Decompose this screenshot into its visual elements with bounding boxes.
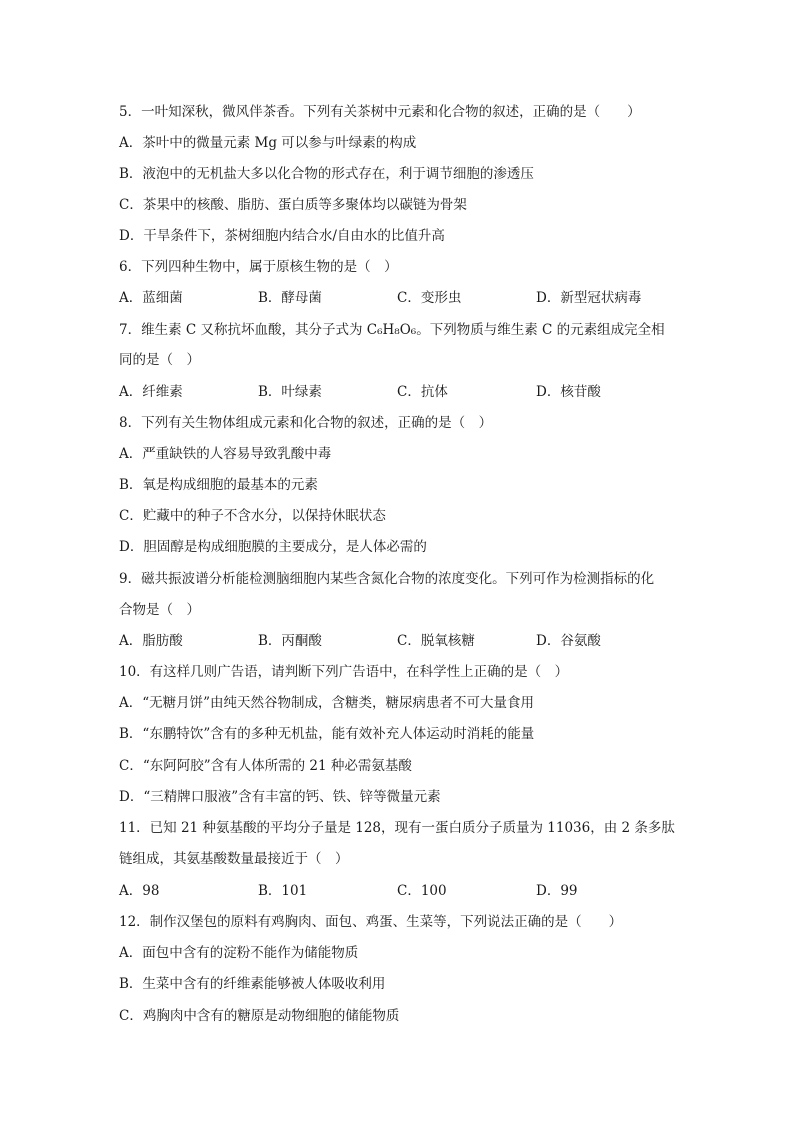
question-7-options	[119, 382, 679, 402]
question-7-option-d: D．核苷酸	[536, 384, 601, 400]
question-10-option-c: C．“东阿阿胶”含有人体所需的 21 种必需氨基酸	[119, 758, 412, 774]
question-5-option-b: B．液泡中的无机盐大多以化合物的形式存在，利于调节细胞的渗透压	[119, 166, 534, 182]
question-5-option-c: C．茶果中的核酸、脂肪、蛋白质等多聚体均以碳链为骨架	[119, 197, 467, 213]
question-11-option-b: B．101	[258, 883, 308, 899]
question-11-stem-line-2: 链组成，其氨基酸数量最接近于（ ）	[119, 851, 349, 867]
question-6-option-d: D．新型冠状病毒	[536, 290, 642, 306]
question-7-option-c: C．抗体	[397, 384, 448, 400]
question-10-option-a: A．“无糖月饼”由纯天然谷物制成，含糖类，糖尿病患者不可大量食用	[119, 695, 535, 711]
question-11-option-c: C．100	[397, 883, 447, 899]
question-6-options	[119, 288, 679, 308]
question-7-stem-line-2: 同的是（ ）	[119, 352, 200, 368]
question-10-option-d: D．“三精牌口服液”含有丰富的钙、铁、锌等微量元素	[119, 789, 441, 805]
question-11-option-a: A．98	[119, 883, 160, 899]
question-12-stem: 12．制作汉堡包的原料有鸡胸肉、面包、鸡蛋、生菜等，下列说法正确的是（ ）	[119, 914, 623, 930]
question-8-option-b: B．氧是构成细胞的最基本的元素	[119, 477, 318, 493]
question-5-option-d: D．干旱条件下，茶树细胞内结合水/自由水的比值升高	[119, 228, 445, 244]
question-7-option-b: B．叶绿素	[258, 384, 322, 400]
question-9-stem-line-2: 合物是（ ）	[119, 602, 200, 618]
question-10-option-b: B．“东鹏特饮”含有的多种无机盐，能有效补充人体运动时消耗的能量	[119, 726, 535, 742]
question-12-option-a: A．面包中含有的淀粉不能作为储能物质	[119, 945, 359, 961]
question-11-option-d: D．99	[536, 883, 578, 899]
question-12-option-b: B．生菜中含有的纤维素能够被人体吸收利用	[119, 976, 386, 992]
question-5-stem: 5．一叶知深秋，微风伴茶香。下列有关茶树中元素和化合物的叙述，正确的是（ ）	[119, 104, 641, 120]
question-9-option-c: C．脱氧核糖	[397, 633, 475, 649]
question-9-stem-line-1: 9．磁共振波谱分析能检测脑细胞内某些含氮化合物的浓度变化。下列可作为检测指标的化	[119, 571, 655, 587]
question-5-option-a: A．茶叶中的微量元素 Mg 可以参与叶绿素的构成	[119, 135, 417, 151]
question-10-stem: 10．有这样几则广告语，请判断下列广告语中，在科学性上正确的是（ ）	[119, 664, 569, 680]
question-9-option-a: A．脂肪酸	[119, 633, 183, 649]
question-9-option-d: D．谷氨酸	[536, 633, 601, 649]
question-8-option-d: D．胆固醇是构成细胞膜的主要成分，是人体必需的	[119, 539, 427, 555]
question-8-stem: 8．下列有关生物体组成元素和化合物的叙述，正确的是（ ）	[119, 415, 493, 431]
question-12-option-c: C．鸡胸肉中含有的糖原是动物细胞的储能物质	[119, 1008, 400, 1024]
question-7-stem-line-1: 7．维生素 C 又称抗坏血酸，其分子式为 C₆H₈O₆。下列物质与维生素 C 的元素组成完全相	[119, 322, 665, 338]
question-11-options	[119, 881, 679, 901]
question-11-stem-line-1: 11．已知 21 种氨基酸的平均分子量是 128，现有一蛋白质分子质量为 11036，由 2 条多肽	[119, 820, 675, 836]
question-6-option-c: C．变形虫	[397, 290, 462, 306]
question-9-option-b: B．丙酮酸	[258, 633, 322, 649]
question-7-option-a: A．纤维素	[119, 384, 183, 400]
question-6-option-b: B．酵母菌	[258, 290, 322, 306]
question-6-stem: 6．下列四种生物中，属于原核生物的是（ ）	[119, 259, 398, 275]
question-8-option-c: C．贮藏中的种子不含水分，以保持休眠状态	[119, 508, 386, 524]
question-6-option-a: A．蓝细菌	[119, 290, 183, 306]
question-9-options	[119, 631, 679, 651]
question-8-option-a: A．严重缺铁的人容易导致乳酸中毒	[119, 446, 332, 462]
